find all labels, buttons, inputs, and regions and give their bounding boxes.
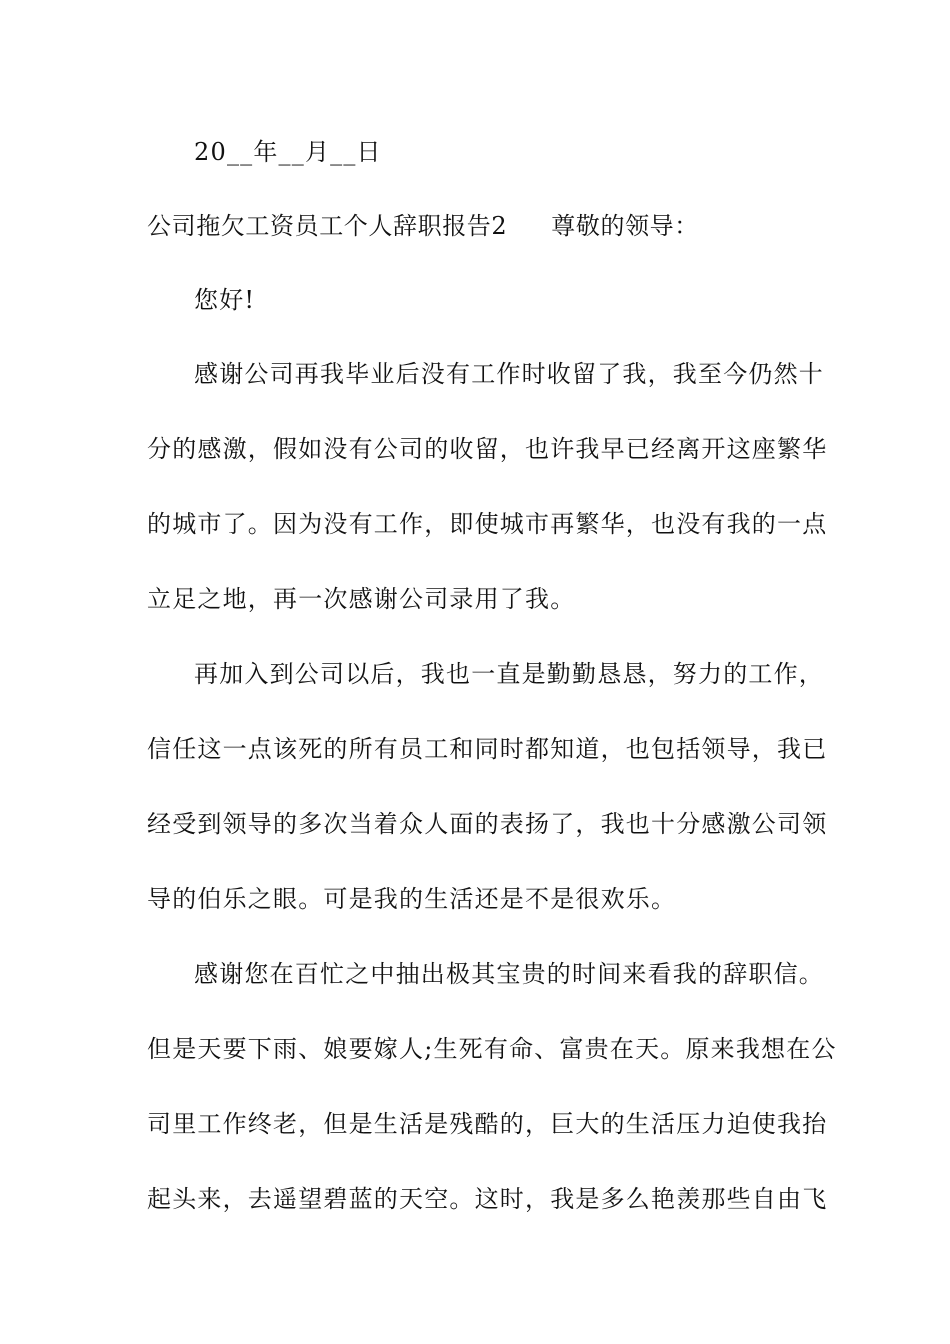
date-line: 20__年__月__日 (194, 138, 382, 166)
paragraph-line: 导的伯乐之眼。可是我的生活还是不是很欢乐。 (147, 885, 677, 913)
paragraph-line: 信任这一点该死的所有员工和同时都知道，也包括领导，我已 (147, 735, 828, 763)
paragraph-line: 分的感激，假如没有公司的收留，也许我早已经离开这座繁华 (147, 435, 828, 463)
paragraph-line: 但是天要下雨、娘要嫁人;生死有命、富贵在天。原来我想在公 (147, 1035, 837, 1063)
paragraph-line: 感谢公司再我毕业后没有工作时收留了我，我至今仍然十 (194, 360, 824, 388)
paragraph-line: 立足之地，再一次感谢公司录用了我。 (147, 585, 576, 613)
title-and-salutation-line (147, 210, 807, 242)
paragraph-line: 起头来，去遥望碧蓝的天空。这时，我是多么艳羡那些自由飞 (147, 1185, 828, 1213)
salutation: 尊敬的领导： (551, 212, 699, 240)
paragraph-line: 司里工作终老，但是生活是残酷的，巨大的生活压力迫使我抬 (147, 1110, 828, 1138)
greeting: 您好! (194, 286, 256, 314)
paragraph-line: 感谢您在百忙之中抽出极其宝贵的时间来看我的辞职信。 (194, 960, 824, 988)
paragraph-line: 的城市了。因为没有工作，即使城市再繁华，也没有我的一点 (147, 510, 828, 538)
paragraph-line: 再加入到公司以后，我也一直是勤勤恳恳，努力的工作， (194, 660, 824, 688)
document-heading: 公司拖欠工资员工个人辞职报告2 (147, 212, 508, 240)
paragraph-line: 经受到领导的多次当着众人面的表扬了，我也十分感激公司领 (147, 810, 828, 838)
